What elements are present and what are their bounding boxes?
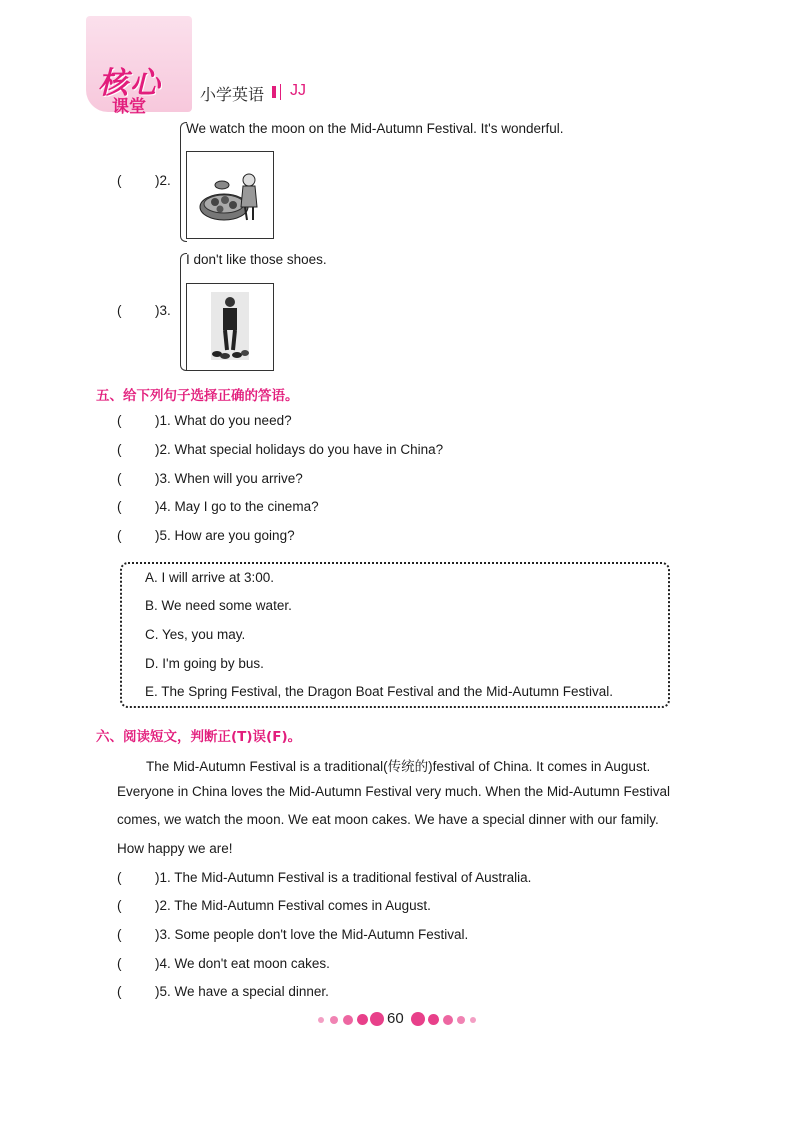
option-e: E. The Spring Festival, the Dragon Boat Festival and the Mid-Autumn Festival. [145,684,613,699]
header-separator [272,86,276,98]
question-text: )3. When will you arrive? [155,471,303,486]
passage-line: Everyone in China loves the Mid-Autumn Festival very much. When the Mid-Autumn Festival [117,784,670,799]
statement-text: )3. Some people don't love the Mid-Autumn Festival. [155,927,469,942]
option-a: A. I will arrive at 3:00. [145,570,275,585]
question-text: )5. How are you going? [155,528,295,543]
answer-paren[interactable]: ( [117,984,122,999]
answer-paren[interactable]: ( [117,173,122,188]
picture-moon-cakes [186,151,274,239]
question-text: )1. What do you need? [155,413,292,428]
picture-shoes [186,283,274,371]
answer-paren[interactable]: ( [117,528,122,543]
statement-text: )1. The Mid-Autumn Festival is a traditional festival of Australia. [155,870,532,885]
page-number: 60 [387,1010,404,1027]
option-d: D. I'm going by bus. [145,656,264,671]
passage-line: How happy we are! [117,841,233,856]
passage-line: The Mid-Autumn Festival is a traditional(传统的)festival of China. It comes in August. [146,759,651,774]
header-separator-line [280,84,281,100]
statement-text: )5. We have a special dinner. [155,984,329,999]
answer-paren[interactable]: ( [117,471,122,486]
statement-text: )2. The Mid-Autumn Festival comes in August. [155,898,431,913]
item-number: )2. [155,173,171,188]
logo-subtitle: 课堂 [112,97,146,117]
item-sentence: We watch the moon on the Mid-Autumn Festival. It's wonderful. [186,121,564,136]
section-six-title: 六、阅读短文，判断正(T)误(F)。 [96,729,302,745]
answer-paren[interactable]: ( [117,956,122,971]
option-b: B. We need some water. [145,598,292,613]
item-sentence: I don't like those shoes. [186,252,327,267]
question-text: )4. May I go to the cinema? [155,499,319,514]
header-subject: 小学英语 [200,85,265,104]
answer-paren[interactable]: ( [117,303,122,318]
answer-paren[interactable]: ( [117,442,122,457]
passage-line: comes, we watch the moon. We eat moon cakes. We have a special dinner with our family. [117,812,659,827]
item-number: )3. [155,303,171,318]
option-c: C. Yes, you may. [145,627,246,642]
logo-title: 核心 [98,66,162,101]
answer-paren[interactable]: ( [117,413,122,428]
man-with-shoes-icon [187,284,273,370]
answer-paren[interactable]: ( [117,898,122,913]
answer-paren[interactable]: ( [117,499,122,514]
answer-paren[interactable]: ( [117,927,122,942]
header-version: JJ [290,82,306,99]
moon-cake-dinner-icon [187,152,273,238]
question-text: )2. What special holidays do you have in China? [155,442,444,457]
section-five-title: 五、给下列句子选择正确的答语。 [96,388,299,404]
statement-text: )4. We don't eat moon cakes. [155,956,330,971]
answer-paren[interactable]: ( [117,870,122,885]
